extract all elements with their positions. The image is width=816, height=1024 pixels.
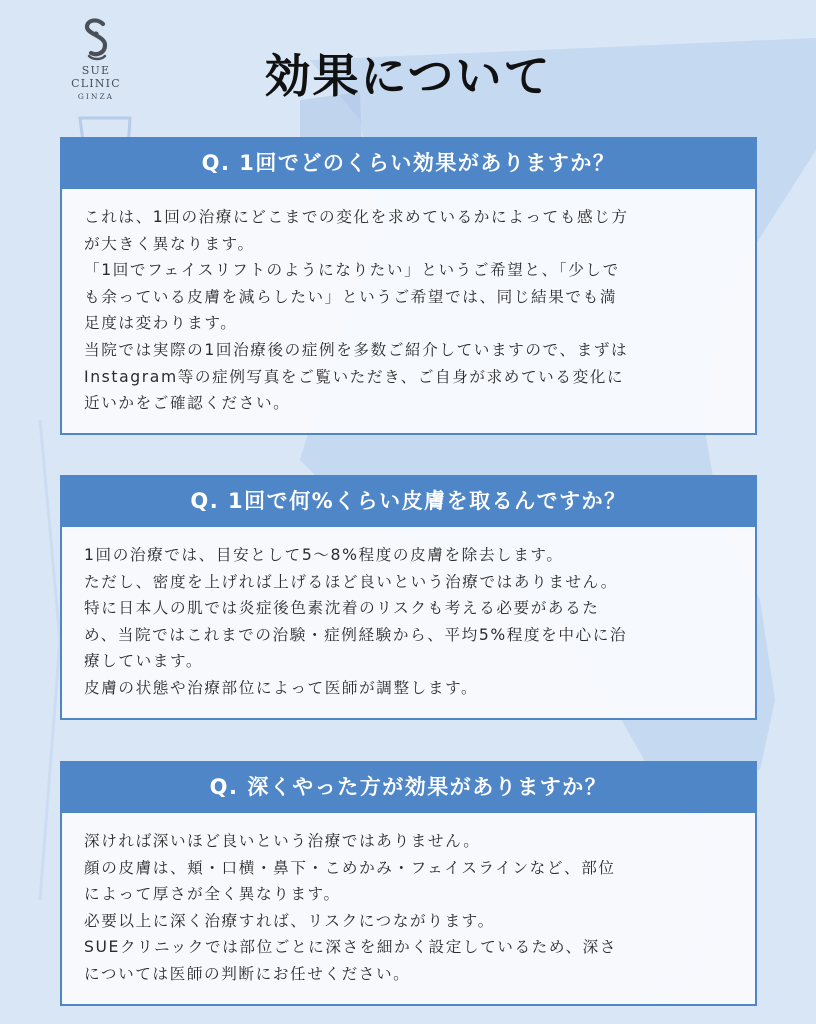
answer-line: 療しています。 — [84, 652, 204, 671]
answer-line: 足度は変わります。 — [84, 314, 238, 333]
answer-line: 1回の治療では、目安として5～8%程度の皮膚を除去します。 — [84, 546, 564, 564]
answer-line: も余っている皮膚を減らしたい」というご希望では、同じ結果でも満 — [84, 287, 618, 306]
answer-line: が大きく異なります。 — [84, 234, 255, 253]
brand-name: SUE CLINIC — [71, 64, 121, 90]
answer-line: 近いかをご確認ください。 — [84, 394, 291, 413]
answer-line: Instagram等の症例写真をご覧いただき、ご自身が求めている変化に — [84, 367, 625, 386]
answer-line: については医師の判断にお任せください。 — [84, 964, 411, 983]
answer-body — [60, 813, 757, 1006]
answer-line: 皮膚の状態や治療部位によって医師が調整します。 — [84, 678, 479, 697]
brand-location: GINZA — [77, 92, 115, 101]
answer-line: SUEクリニックでは部位ごとに深さを細かく設定しているため、深さ — [84, 938, 618, 957]
page-title: 効果について — [264, 49, 552, 103]
qa-card — [60, 137, 757, 435]
qa-card — [60, 475, 757, 720]
qa-card — [60, 761, 757, 1006]
answer-line: 「1回でフェイスリフトのようになりたい」というご希望と、「少しで — [84, 261, 620, 280]
answer-line: め、当院ではこれまでの治験・症例経験から、平均5%程度を中心に治 — [84, 625, 628, 644]
answer-line: これは、1回の治療にどこまでの変化を求めているかによっても感じ方 — [84, 208, 629, 226]
answer-line: ただし、密度を上げれば上げるほど良いという治療ではありません。 — [84, 572, 618, 591]
answer-line: 当院では実際の1回治療後の症例を多数ご紹介していますので、まずは — [84, 340, 629, 359]
answer-line: 顔の皮膚は、頬・口横・鼻下・こめかみ・フェイスラインなど、部位 — [84, 858, 616, 877]
answer-body — [60, 189, 757, 435]
question-header: Q. 深くやった方が効果がありますか？ — [60, 761, 757, 813]
answer-line: 深ければ深いほど良いという治療ではありません。 — [84, 832, 481, 850]
answer-line: 必要以上に深く治療すれば、リスクにつながります。 — [84, 911, 495, 930]
answer-line: 特に日本人の肌では炎症後色素沈着のリスクも考える必要があるた — [84, 599, 600, 618]
question-header: Q. 1回でどのくらい効果がありますか？ — [60, 137, 757, 189]
question-header: Q. 1回で何%くらい皮膚を取るんですか？ — [60, 475, 757, 527]
answer-body — [60, 527, 757, 720]
answer-line: によって厚さが全く異なります。 — [84, 885, 341, 904]
